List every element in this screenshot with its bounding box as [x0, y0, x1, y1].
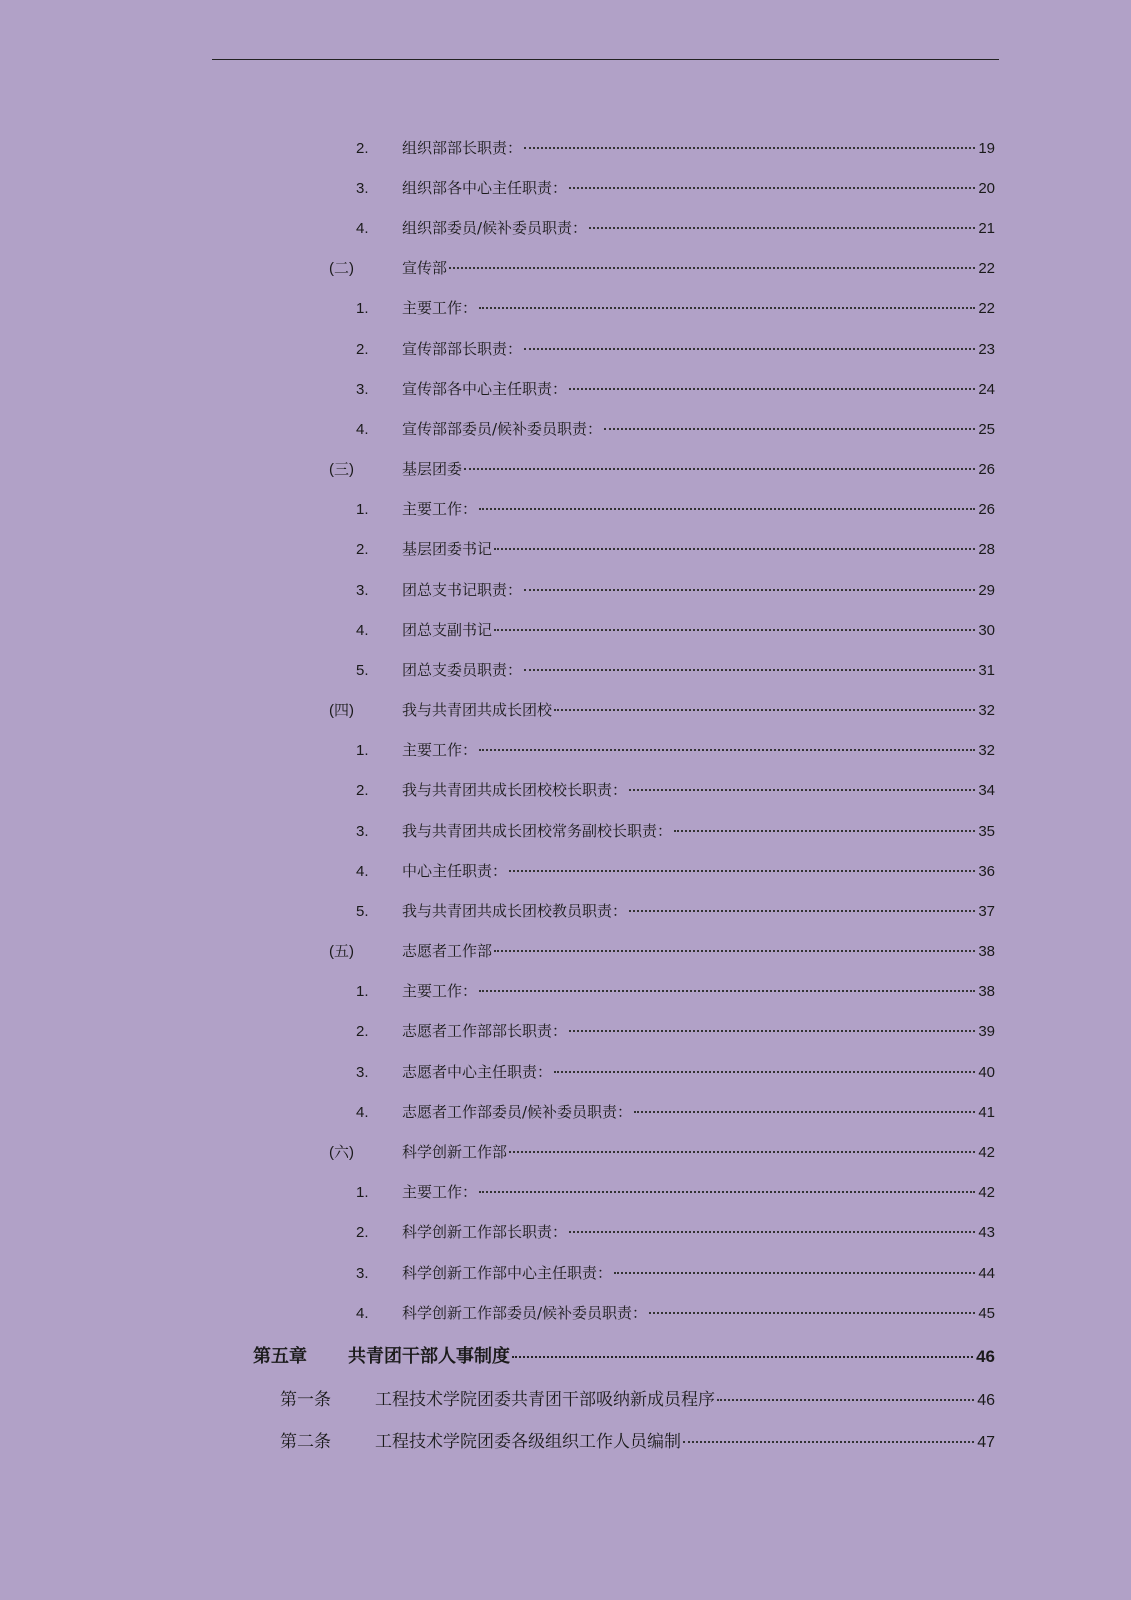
toc-entry-number: 3.	[356, 823, 369, 840]
toc-section-entry[interactable]	[329, 257, 995, 278]
toc-entry-number: 1.	[356, 742, 369, 759]
toc-entry[interactable]	[356, 980, 995, 1001]
toc-entry[interactable]	[356, 739, 995, 760]
toc-entry-number: (五)	[329, 943, 354, 960]
toc-entry[interactable]	[356, 1061, 995, 1082]
toc-entry-title: 团总支副书记	[402, 621, 493, 639]
toc-chapter-number: 第五章	[253, 1346, 307, 1367]
toc-entry-title: 宣传部	[402, 259, 448, 277]
toc-entry-title: 团总支书记职责：	[402, 581, 523, 599]
dot-leader	[464, 468, 975, 470]
toc-entry-title: 组织部委员/候补委员职责：	[402, 219, 588, 237]
toc-entry[interactable]	[356, 297, 995, 318]
toc-entry-title: 志愿者工作部	[402, 942, 493, 960]
toc-entry-title: 志愿者工作部部长职责：	[402, 1022, 568, 1040]
toc-entry-number: 4.	[356, 622, 369, 639]
toc-entry-page: 38	[978, 983, 995, 1000]
toc-entry-page: 28	[978, 541, 995, 558]
toc-entry-number: 3.	[356, 180, 369, 197]
dot-leader	[589, 227, 975, 229]
toc-entry-title: 科学创新工作部长职责：	[402, 1223, 568, 1241]
toc-entry-page: 43	[978, 1224, 995, 1241]
toc-entry-number: (三)	[329, 461, 354, 478]
toc-entry[interactable]	[356, 177, 995, 198]
toc-entry[interactable]	[356, 900, 995, 921]
toc-entry[interactable]	[356, 538, 995, 559]
dot-leader	[524, 147, 975, 149]
toc-entry-title: 基层团委	[402, 460, 463, 478]
toc-entry[interactable]	[356, 1221, 995, 1242]
dot-leader	[634, 1111, 975, 1113]
dot-leader	[614, 1272, 975, 1274]
toc-entry-title: 主要工作：	[402, 1183, 478, 1201]
dot-leader	[524, 669, 975, 671]
toc-entry-number: 3.	[356, 381, 369, 398]
dot-leader	[512, 1356, 973, 1358]
toc-entry-page: 25	[978, 421, 995, 438]
toc-entry-page: 40	[978, 1064, 995, 1081]
toc-section-entry[interactable]	[329, 1141, 995, 1162]
dot-leader	[509, 870, 975, 872]
toc-article-title: 工程技术学院团委各级组织工作人员编制	[375, 1432, 681, 1452]
dot-leader	[494, 629, 975, 631]
toc-entry-title: 科学创新工作部委员/候补委员职责：	[402, 1304, 648, 1322]
dot-leader	[717, 1399, 974, 1401]
dot-leader	[479, 307, 975, 309]
toc-entry-number: 1.	[356, 983, 369, 1000]
toc-entry-page: 29	[978, 582, 995, 599]
dot-leader	[683, 1441, 974, 1443]
toc-entry-title: 宣传部部长职责：	[402, 340, 523, 358]
toc-entry-title: 组织部各中心主任职责：	[402, 179, 568, 197]
toc-entry-number: 2.	[356, 782, 369, 799]
toc-entry-page: 46	[976, 1347, 995, 1366]
toc-entry[interactable]	[356, 137, 995, 158]
toc-entry-title: 我与共青团共成长团校教员职责：	[402, 902, 628, 920]
toc-entry-page: 32	[978, 742, 995, 759]
dot-leader	[569, 388, 975, 390]
toc-article-entry[interactable]	[280, 1427, 995, 1452]
dot-leader	[569, 187, 975, 189]
toc-entry-title: 志愿者工作部委员/候补委员职责：	[402, 1103, 633, 1121]
toc-section-entry[interactable]	[329, 458, 995, 479]
toc-entry-number: (六)	[329, 1144, 354, 1161]
toc-entry-page: 22	[978, 260, 995, 277]
toc-entry-title: 主要工作：	[402, 299, 478, 317]
toc-entry-title: 科学创新工作部	[402, 1143, 508, 1161]
toc-entry-page: 30	[978, 622, 995, 639]
toc-article-number: 第一条	[280, 1390, 331, 1410]
toc-chapter-entry[interactable]	[253, 1342, 995, 1368]
toc-entry-page: 47	[977, 1434, 995, 1451]
toc-entry-page: 26	[978, 501, 995, 518]
toc-entry-page: 41	[978, 1104, 995, 1121]
toc-entry[interactable]	[356, 1302, 995, 1323]
toc-entry-title: 组织部部长职责：	[402, 139, 523, 157]
toc-entry[interactable]	[356, 659, 995, 680]
toc-entry-title: 志愿者中心主任职责：	[402, 1063, 553, 1081]
dot-leader	[554, 709, 975, 711]
toc-entry-page: 32	[978, 702, 995, 719]
toc-entry-title: 宣传部各中心主任职责：	[402, 380, 568, 398]
toc-entry-number: 4.	[356, 421, 369, 438]
toc-entry-title: 我与共青团共成长团校	[402, 701, 553, 719]
toc-entry[interactable]	[356, 820, 995, 841]
dot-leader	[479, 1191, 975, 1193]
toc-entry-page: 44	[978, 1265, 995, 1282]
toc-entry-number: 4.	[356, 863, 369, 880]
toc-entry-number: 2.	[356, 140, 369, 157]
toc-entry-title: 团总支委员职责：	[402, 661, 523, 679]
toc-entry-number: (四)	[329, 702, 354, 719]
toc-entry-page: 19	[978, 140, 995, 157]
toc-entry-title: 宣传部部委员/候补委员职责：	[402, 420, 603, 438]
toc-entry-page: 38	[978, 943, 995, 960]
dot-leader	[479, 508, 975, 510]
toc-section-entry[interactable]	[329, 940, 995, 961]
dot-leader	[569, 1030, 975, 1032]
dot-leader	[629, 789, 975, 791]
toc-entry[interactable]	[356, 378, 995, 399]
toc-entry-page: 37	[978, 903, 995, 920]
toc-entry[interactable]	[356, 619, 995, 640]
toc-entry-page: 36	[978, 863, 995, 880]
toc-entry-number: 3.	[356, 582, 369, 599]
toc-entry-number: 3.	[356, 1265, 369, 1282]
toc-entry[interactable]	[356, 1181, 995, 1202]
toc-entry-number: 2.	[356, 1224, 369, 1241]
dot-leader	[524, 589, 975, 591]
toc-entry[interactable]	[356, 1020, 995, 1041]
toc-entry-page: 35	[978, 823, 995, 840]
toc-entry-page: 34	[978, 782, 995, 799]
toc-entry-number: 2.	[356, 541, 369, 558]
toc-entry-number: 3.	[356, 1064, 369, 1081]
toc-entry-title: 科学创新工作部中心主任职责：	[402, 1264, 613, 1282]
toc-entry-page: 24	[978, 381, 995, 398]
dot-leader	[649, 1312, 975, 1314]
toc-entry-title: 主要工作：	[402, 741, 478, 759]
toc-entry-title: 主要工作：	[402, 500, 478, 518]
dot-leader	[629, 910, 975, 912]
toc-entry-number: 4.	[356, 1104, 369, 1121]
toc-entry-number: (二)	[329, 260, 354, 277]
toc-entry-title: 我与共青团共成长团校常务副校长职责：	[402, 822, 673, 840]
dot-leader	[524, 348, 975, 350]
toc-entry-page: 21	[978, 220, 995, 237]
toc-entry-number: 4.	[356, 220, 369, 237]
dot-leader	[674, 830, 975, 832]
toc-section-entry[interactable]	[329, 699, 995, 720]
dot-leader	[479, 990, 975, 992]
toc-entry[interactable]	[356, 418, 995, 439]
toc-entry-title: 中心主任职责：	[402, 862, 508, 880]
toc-entry-number: 1.	[356, 1184, 369, 1201]
toc-entry[interactable]	[356, 860, 995, 881]
dot-leader	[569, 1231, 975, 1233]
toc-entry-number: 2.	[356, 341, 369, 358]
toc-entry-title: 基层团委书记	[402, 540, 493, 558]
toc-entry-page: 42	[978, 1144, 995, 1161]
toc-entry[interactable]	[356, 498, 995, 519]
toc-article-title: 工程技术学院团委共青团干部吸纳新成员程序	[375, 1390, 715, 1410]
toc-entry-number: 4.	[356, 1305, 369, 1322]
toc-entry[interactable]	[356, 1262, 995, 1283]
toc-entry[interactable]	[356, 579, 995, 600]
toc-entry[interactable]	[356, 217, 995, 238]
toc-entry-number: 5.	[356, 903, 369, 920]
toc-entry[interactable]	[356, 779, 995, 800]
dot-leader	[604, 428, 975, 430]
toc-entry-page: 23	[978, 341, 995, 358]
toc-entry-page: 31	[978, 662, 995, 679]
toc-entry-number: 2.	[356, 1023, 369, 1040]
toc-entry-page: 26	[978, 461, 995, 478]
toc-entry-number: 1.	[356, 300, 369, 317]
dot-leader	[494, 548, 975, 550]
dot-leader	[509, 1151, 975, 1153]
dot-leader	[494, 950, 975, 952]
toc-entry-number: 1.	[356, 501, 369, 518]
toc-article-number: 第二条	[280, 1432, 331, 1452]
toc-entry-title: 主要工作：	[402, 982, 478, 1000]
toc-entry[interactable]	[356, 338, 995, 359]
dot-leader	[449, 267, 975, 269]
toc-article-entry[interactable]	[280, 1385, 995, 1410]
toc-entry-title: 我与共青团共成长团校校长职责：	[402, 781, 628, 799]
toc-entry-page: 46	[977, 1392, 995, 1409]
dot-leader	[479, 749, 975, 751]
toc-entry-page: 39	[978, 1023, 995, 1040]
toc-entry-page: 45	[978, 1305, 995, 1322]
toc-entry-page: 20	[978, 180, 995, 197]
toc-entry-number: 5.	[356, 662, 369, 679]
toc-chapter-title: 共青团干部人事制度	[348, 1346, 510, 1367]
toc-entry[interactable]	[356, 1101, 995, 1122]
toc-entry-page: 42	[978, 1184, 995, 1201]
dot-leader	[554, 1071, 975, 1073]
toc-entry-page: 22	[978, 300, 995, 317]
